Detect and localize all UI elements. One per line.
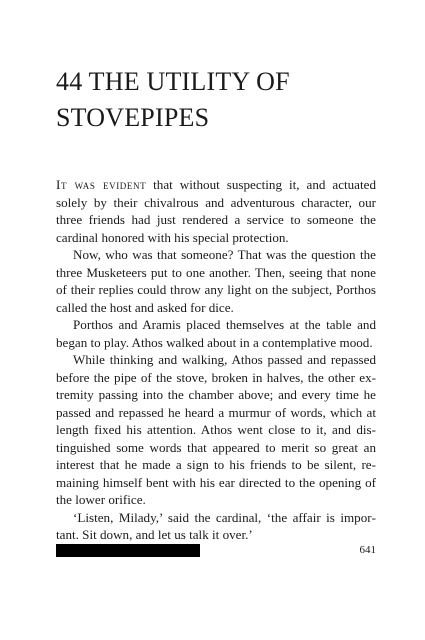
chapter-title-line-2: STOVEPIPES [56, 103, 210, 132]
paragraph-5: ‘Listen, Milady,’ said the cardinal, ‘the affair is important. Sit down, and let us talk it over.’ [56, 509, 376, 542]
page-number: 641 [359, 544, 376, 556]
paragraph-1-lead-in: It was evident [56, 177, 147, 192]
paragraph-1 [56, 176, 376, 246]
paragraph-1-text: that without suspecting it, and actuated solely by their chivalrous and adventurous character, our three friends had just rendered a service to someone the cardinal honored with his special protection. [56, 177, 376, 245]
redaction-bar [56, 544, 200, 557]
paragraph-4: While thinking and walking, Athos passed and repassed before the pipe of the stove, broken in halves, the other extremity passing into the chamber above; and every time he passed and repassed he heard a murmur of words, which at length fixed his attention. Athos went close to it, and distinguished some words that appeared to merit so great an interest that he made a sign to his friends to be silent, remaining himself bent with his ear directed to the opening of the lower orifice. [56, 352, 376, 507]
paragraph-3: Porthos and Aramis placed themselves at the table and began to play. Athos walked about in a contemplative mood. [56, 317, 376, 350]
chapter-body [56, 176, 376, 544]
chapter-title [56, 64, 396, 136]
paragraph-2: Now, who was that someone? That was the question the three Musketeers put to one another. Then, seeing that none of their replies could throw any light on the subject, Porthos called the host and asked for dice. [56, 247, 376, 315]
chapter-title-line-1: 44 THE UTILITY OF [56, 67, 290, 96]
